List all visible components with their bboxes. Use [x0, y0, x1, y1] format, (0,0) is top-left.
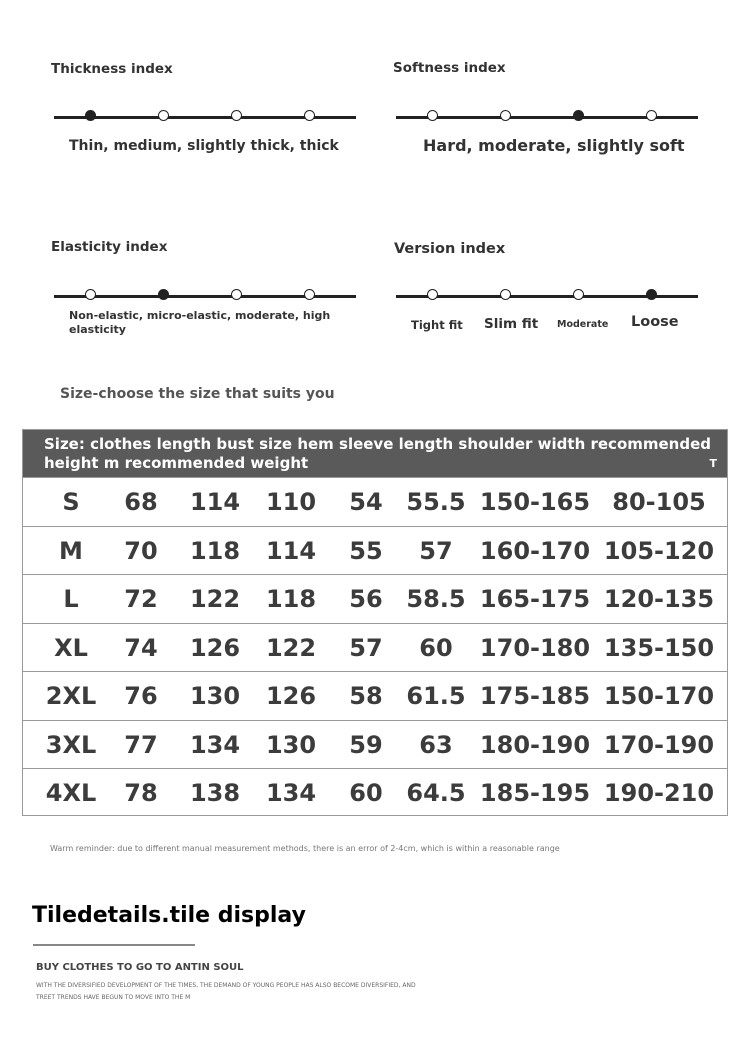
table-cell: 60 — [419, 633, 453, 662]
table-cell: 165-175 — [479, 585, 591, 613]
scale-dot — [231, 289, 242, 300]
divider — [33, 944, 195, 946]
table-cell: 118 — [265, 585, 317, 613]
table-cell: 105-120 — [603, 536, 715, 565]
size-label-cell: M — [59, 536, 83, 565]
elasticity-index-title: Elasticity index — [51, 239, 168, 255]
table-cell: 170-180 — [479, 633, 591, 662]
table-cell: 70 — [124, 536, 158, 565]
version-label-tight-fit: Tight fit — [411, 318, 463, 332]
table-cell: 59 — [349, 730, 383, 759]
table-cell: 58.5 — [406, 585, 466, 613]
scale-dot — [427, 289, 438, 300]
table-cell: 72 — [124, 585, 158, 613]
size-chart-table — [22, 429, 728, 816]
version-index-title: Version index — [394, 241, 506, 257]
scale-dot — [573, 289, 584, 300]
table-cell: 126 — [189, 633, 241, 662]
table-cell: 138 — [189, 779, 241, 807]
table-cell: 77 — [124, 730, 158, 759]
scale-dot — [427, 110, 438, 121]
size-label-cell: 3XL — [45, 730, 97, 759]
version-label-loose: Loose — [631, 314, 679, 330]
table-cell: 180-190 — [479, 730, 591, 759]
table-cell: 150-170 — [603, 682, 715, 710]
brand-description-line: TREET TRENDS HAVE BEGUN TO MOVE INTO THE M — [36, 994, 191, 1001]
table-cell: 135-150 — [603, 633, 715, 662]
header-marker: T — [709, 456, 717, 470]
scale-dot — [158, 289, 169, 300]
table-row — [23, 574, 727, 623]
table-row — [23, 720, 727, 769]
softness-index-label: Hard, moderate, slightly soft — [423, 136, 685, 155]
table-row — [23, 526, 727, 575]
table-cell: 55.5 — [406, 488, 466, 516]
thickness-index-title: Thickness index — [51, 61, 173, 77]
scale-dot — [231, 110, 242, 121]
thickness-index-label: Thin, medium, slightly thick, thick — [69, 138, 339, 154]
size-label-cell: 2XL — [45, 682, 97, 710]
table-row — [23, 768, 727, 817]
brand-description-line: WITH THE DIVERSIFIED DEVELOPMENT OF THE TIMES, THE DEMAND OF YOUNG PEOPLE HAS ALSO BECOME DIVERSIFIED, AND — [36, 982, 416, 989]
scale-dot — [646, 110, 657, 121]
size-label-cell: 4XL — [45, 779, 97, 807]
scale-dot — [500, 289, 511, 300]
table-cell: 190-210 — [603, 779, 715, 807]
table-cell: 122 — [189, 585, 241, 613]
table-cell: 120-135 — [603, 585, 715, 613]
thickness-index-scale — [54, 116, 356, 119]
scale-dot — [573, 110, 584, 121]
table-cell: 130 — [265, 730, 317, 759]
table-cell: 175-185 — [479, 682, 591, 710]
elasticity-index-scale — [54, 295, 356, 298]
table-cell: 57 — [419, 536, 453, 565]
size-label-cell: XL — [54, 633, 88, 662]
table-cell: 114 — [189, 488, 241, 516]
version-label-slim-fit: Slim fit — [484, 316, 539, 332]
table-cell: 130 — [189, 682, 241, 710]
table-row — [23, 477, 727, 526]
size-chart-header — [23, 430, 727, 477]
scale-dot — [158, 110, 169, 121]
table-cell: 56 — [349, 585, 383, 613]
table-cell: 55 — [349, 536, 383, 565]
version-label-moderate: Moderate — [557, 319, 609, 330]
table-cell: 118 — [189, 536, 241, 565]
table-cell: 114 — [265, 536, 317, 565]
size-label-cell: L — [63, 585, 79, 613]
table-cell: 68 — [124, 488, 158, 516]
table-cell: 54 — [349, 488, 383, 516]
table-cell: 150-165 — [479, 488, 591, 516]
size-chart-body — [23, 477, 727, 817]
size-section-subtitle: Size-choose the size that suits you — [60, 386, 335, 402]
table-cell: 134 — [189, 730, 241, 759]
scale-dot — [646, 289, 657, 300]
table-cell: 60 — [349, 779, 383, 807]
measurement-reminder: Warm reminder: due to different manual measurement methods, there is an error of 2-4cm, which is within a reasonable range — [50, 844, 560, 853]
table-cell: 122 — [265, 633, 317, 662]
table-cell: 61.5 — [406, 682, 466, 710]
scale-dot — [85, 110, 96, 121]
table-cell: 76 — [124, 682, 158, 710]
table-cell: 78 — [124, 779, 158, 807]
scale-dot — [304, 110, 315, 121]
softness-index-title: Softness index — [393, 60, 506, 76]
table-row — [23, 671, 727, 720]
table-cell: 110 — [265, 488, 317, 516]
table-cell: 80-105 — [612, 488, 706, 516]
scale-dot — [304, 289, 315, 300]
table-cell: 57 — [349, 633, 383, 662]
table-cell: 160-170 — [479, 536, 591, 565]
elasticity-index-label: Non-elastic, micro-elastic, moderate, high elasticity — [69, 309, 331, 336]
brand-slogan: BUY CLOTHES TO GO TO ANTIN SOUL — [36, 962, 244, 973]
table-cell: 185-195 — [479, 779, 591, 807]
tile-display-title: Tiledetails.tile display — [32, 903, 306, 928]
scale-dot — [500, 110, 511, 121]
version-index-scale — [396, 295, 698, 298]
table-cell: 126 — [265, 682, 317, 710]
table-row — [23, 623, 727, 672]
table-cell: 134 — [265, 779, 317, 807]
table-cell: 74 — [124, 633, 158, 662]
table-cell: 170-190 — [603, 730, 715, 759]
size-label-cell: S — [62, 488, 80, 516]
table-cell: 64.5 — [406, 779, 466, 807]
table-cell: 58 — [349, 682, 383, 710]
table-cell: 63 — [419, 730, 453, 759]
softness-index-scale — [396, 116, 698, 119]
size-chart-header-text: Size: clothes length bust size hem sleeve length shoulder width recommended height m recommended weight — [44, 435, 712, 472]
scale-dot — [85, 289, 96, 300]
